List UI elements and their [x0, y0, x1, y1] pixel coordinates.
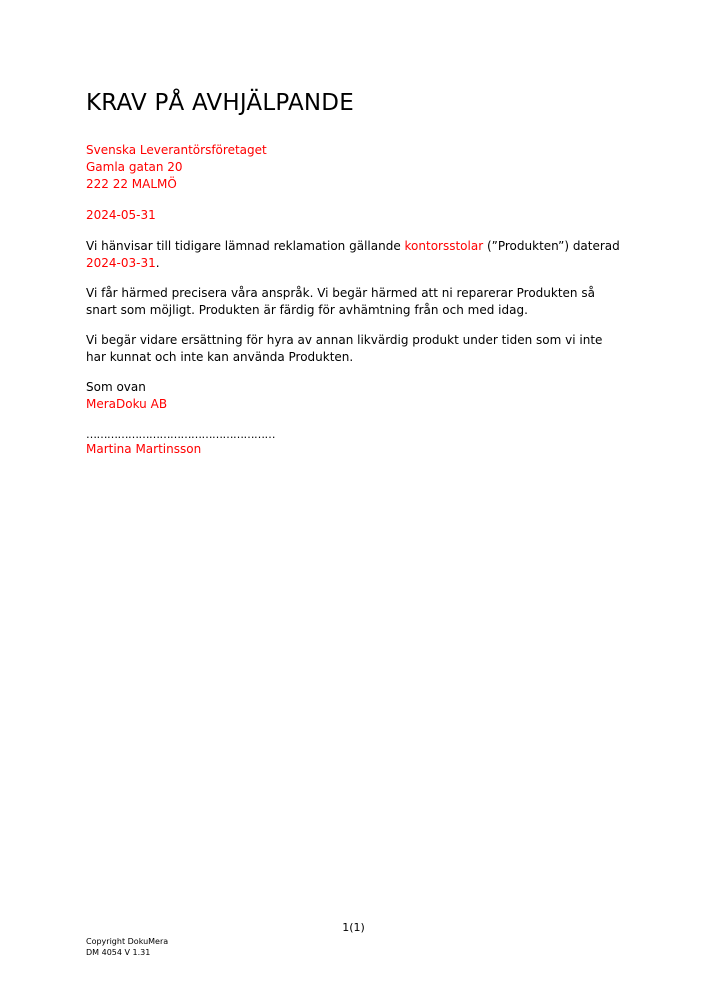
letter-body	[86, 86, 626, 472]
closing-text: Som ovan	[86, 380, 146, 394]
recipient-street: Gamla gatan 20	[86, 160, 183, 174]
paragraph-reference-intro: Vi hänvisar till tidigare lämnad reklamation gällande	[86, 239, 405, 253]
signature-line: ………………………………………………	[86, 428, 275, 441]
document-title: KRAV PÅ AVHJÄLPANDE	[86, 90, 354, 116]
footer-meta	[86, 936, 168, 958]
paragraph-claims: Vi får härmed precisera våra anspråk. Vi begär härmed att ni reparerar Produkten så snart som möjligt. Produkten är färdig för avhämtning från och med idag.	[86, 286, 595, 317]
signatory-name: Martina Martinsson	[86, 442, 202, 456]
recipient-company: Svenska Leverantörsföretaget	[86, 143, 267, 157]
paragraph-compensation: Vi begär vidare ersättning för hyra av annan likvärdig produkt under tiden som vi inte har kunnat och inte kan använda Produkten.	[86, 333, 603, 364]
paragraph-reference-end: .	[155, 256, 160, 270]
paragraph-reference	[86, 238, 626, 272]
recipient-postal: 222 22 MALMÖ	[86, 177, 177, 191]
product-name: kontorsstolar	[404, 239, 484, 253]
complaint-date: 2024-03-31	[86, 256, 156, 270]
paragraph-reference-middle: (”Produkten”) daterad	[483, 239, 620, 253]
sender-company: MeraDoku AB	[86, 397, 168, 411]
page-number: 1(1)	[342, 921, 365, 934]
closing-block	[86, 379, 626, 458]
letter-date: 2024-05-31	[86, 208, 156, 222]
copyright-text: Copyright DokuMera	[86, 937, 169, 946]
recipient-address	[86, 142, 626, 193]
document-id: DM 4054 V 1.31	[86, 948, 151, 957]
